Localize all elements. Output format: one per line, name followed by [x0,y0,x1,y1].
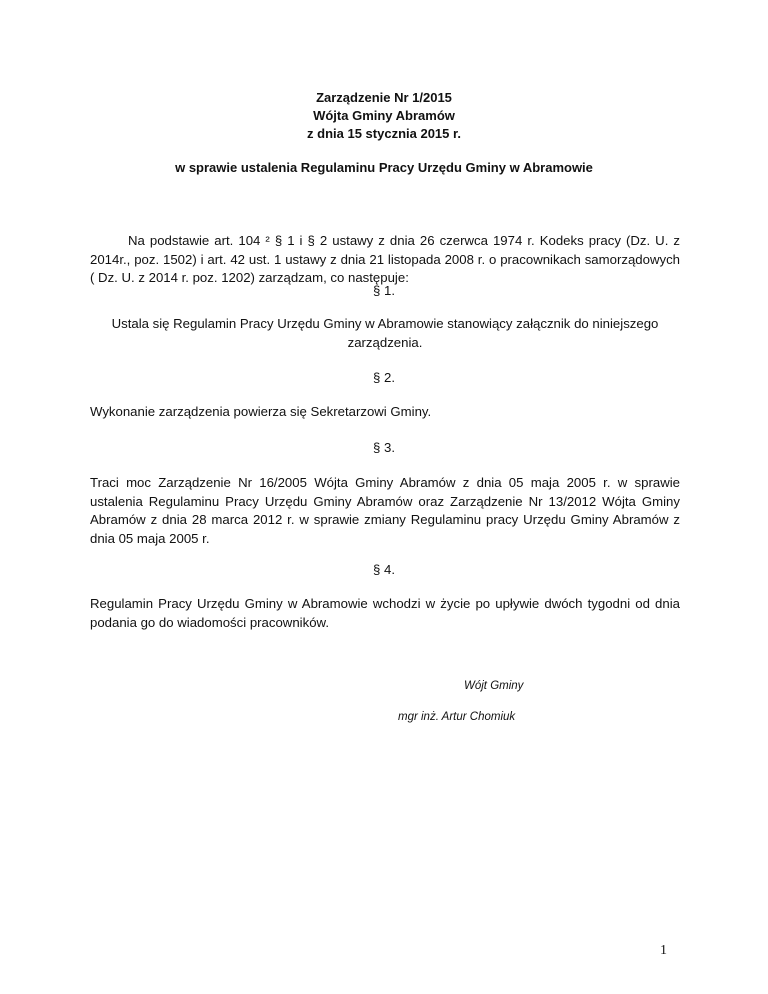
signature-title: Wójt Gminy [464,680,524,692]
section-text-3: Traci moc Zarządzenie Nr 16/2005 Wójta Gminy Abramów z dnia 05 maja 2005 r. w sprawie ustalenia Regulaminu Pracy Urzędu Gminy Abramów oraz Zarządzenie Nr 13/2012 Wójta Gminy Abramów z dnia 28 marca 2012 r. w sprawie zmiany Regulaminu pracy Urzędu Gminy Abramów z dnia 05 maja 2005 r. [90,475,680,546]
section-mark-1: § 1. [373,283,395,298]
section-text-2: Wykonanie zarządzenia powierza się Sekretarzowi Gminy. [90,404,432,419]
document-date: z dnia 15 stycznia 2015 r. [307,126,461,141]
document-issuer: Wójta Gminy Abramów [313,108,455,123]
signature-name: mgr inż. Artur Chomiuk [398,711,516,723]
legal-basis-paragraph: Na podstawie art. 104 ² § 1 i § 2 ustawy z dnia 26 czerwca 1974 r. Kodeks pracy (Dz. U. z 2014r., poz. 1502) i art. 42 ust. 1 ustawy z dnia 21 listopada 2008 r. o pracownikach samorządowych ( Dz. U. z 2014 r. poz. 1202) zarządzam, co następuje: [90,233,680,285]
page-number: 1 [660,943,667,958]
document-subject: w sprawie ustalenia Regulaminu Pracy Urzędu Gminy w Abramowie [175,160,593,175]
section-text-4: Regulamin Pracy Urzędu Gminy w Abramowie wchodzi w życie po upływie dwóch tygodni od dnia podania go do wiadomości pracowników. [90,596,680,630]
section-mark-3: § 3. [373,440,395,455]
section-mark-2: § 2. [373,370,395,385]
section-text-1: Ustala się Regulamin Pracy Urzędu Gminy w Abramowie stanowiący załącznik do niniejszego zarządzenia. [111,316,659,350]
document-title: Zarządzenie Nr 1/2015 [316,90,452,105]
section-mark-4: § 4. [373,562,395,577]
